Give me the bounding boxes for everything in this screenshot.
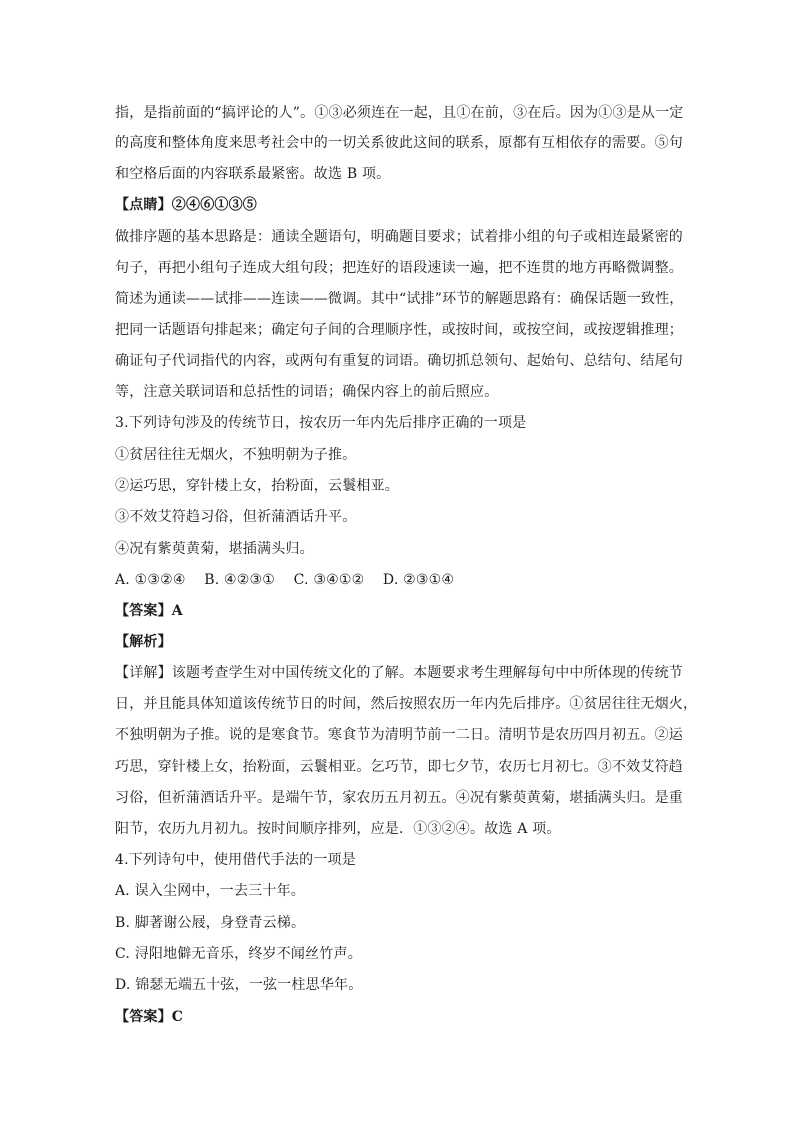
text-line: 的高度和整体角度来思考社会中的一切关系彼此这间的联系，原都有互相依存的需要。⑤句 — [115, 135, 683, 151]
text-line: 指，是指前面的“搞评论的人”。①③必须连在一起，且①在前，③在后。因为①③是从一定 — [115, 105, 684, 121]
text-line: 等，注意关联词语和总括性的词语；确保内容上的前后照应。 — [115, 384, 499, 400]
tip-heading: 【点睛】②④⑥①③⑤ — [115, 197, 257, 213]
poem-line: ④况有紫萸黄菊，堪插满头归。 — [115, 541, 314, 557]
option-c: C. 浔阳地僻无音乐，终岁不闻丝竹声。 — [115, 946, 362, 962]
text-line: 把同一话题语句排起来；确定句子间的合理顺序性，或按时间，或按空间，或按逻辑推理； — [115, 322, 683, 338]
text-line: 和空格后面的内容联系最紧密。故选 B 项。 — [115, 166, 391, 182]
text-line: 习俗，但祈蒲酒话升平。是端午节，家农历五月初五。④况有紫萸黄菊，堪插满头归。是重 — [115, 790, 683, 806]
option-a: A. 误入尘网中，一去三十年。 — [115, 883, 306, 899]
text-line: 做排序题的基本思路是：通读全题语句，明确题目要求；试着排小组的句子或相连最紧密的 — [115, 229, 683, 245]
answer-heading: 【答案】C — [115, 1009, 184, 1025]
answer-heading: 【答案】A — [115, 603, 183, 619]
question-3: 3.下列诗句涉及的传统节日，按农历一年内先后排序正确的一项是 — [115, 415, 527, 431]
poem-line: ②运巧思，穿针楼上女，抬粉面，云鬟相亚。 — [115, 478, 399, 494]
text-line: 简述为通读——试排——连读——微调。其中“试排”环节的解题思路有：确保话题一致性， — [115, 291, 684, 307]
option-d: D. 锦瑟无端五十弦，一弦一柱思华年。 — [115, 977, 363, 993]
text-line: 确证句子代词指代的内容，或两句有重复的词语。确切抓总领句、起始句、总结句、结尾句 — [115, 353, 683, 369]
answer-options: A. ①③②④ B. ④②③① C. ③④①② D. ②③①④ — [115, 572, 455, 588]
poem-line: ③不效艾符趋习俗，但祈蒲酒话升平。 — [115, 509, 357, 525]
text-line: 巧思，穿针楼上女，抬粉面，云鬟相亚。乞巧节，即七夕节，农历七月初七。③不效艾符趋 — [115, 759, 683, 775]
text-line: 【详解】该题考查学生对中国传统文化的了解。本题要求考生理解每句中中所体现的传统节 — [115, 665, 683, 681]
text-line: 日，并且能具体知道该传统节日的时间，然后按照农历一年内先后排序。①贫居往往无烟火， — [115, 696, 698, 712]
option-b: B. 脚著谢公屐，身登青云梯。 — [115, 915, 306, 931]
analysis-heading: 【解析】 — [115, 634, 172, 650]
text-line: 句子，再把小组句子连成大组句段；把连好的语段速读一遍，把不连贯的地方再略微调整。 — [115, 260, 683, 276]
poem-line: ①贫居往往无烟火，不独明朝为子推。 — [115, 447, 357, 463]
text-line: 阳节，农历九月初九。按时间顺序排列，应是．①③②④。故选 A 项。 — [115, 821, 561, 837]
question-4: 4.下列诗句中，使用借代手法的一项是 — [115, 852, 356, 868]
text-line: 不独明朝为子推。说的是寒食节。寒食节为清明节前一二日。清明节是农历四月初五。②运 — [115, 727, 683, 743]
